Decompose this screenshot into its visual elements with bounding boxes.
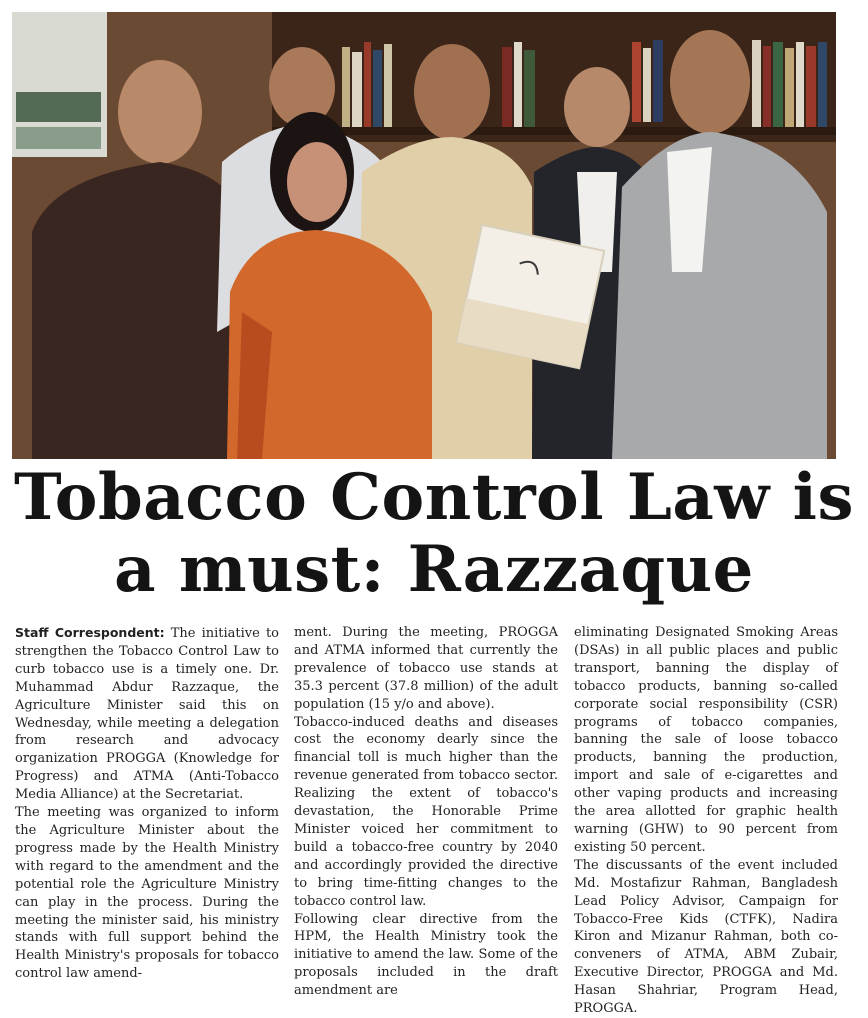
- article-paragraph: Tobacco-induced deaths and diseases cost the economy dearly since the financial toll is much higher than the revenue generated from tobacco sector. Realizing the extent of tobacco's devastation, the Honorable Prime Minister voiced her commitment to build a tobacco-free country by 2040 and accordingly provided the directive to bring time-fitting changes to the tobacco control law.: [294, 714, 558, 909]
- headline-line-1: Tobacco Control Law is: [14, 460, 854, 535]
- article-paragraph: The meeting was organized to inform the Agriculture Minister about the progress made by the Health Ministry with regard to the amendment and the potential role the Agriculture Ministry can play in the process. During the meeting the minister said, his ministry stands with full support behind the Health Ministry's proposals for tobacco control law amend-: [15, 805, 279, 982]
- article-paragraph: ment. During the meeting, PROGGA and ATMA informed that currently the prevalence of tobacco use stands at 35.3 percent (37.8 million) of the adult population (15 y/o and above).: [294, 625, 558, 712]
- headline-line-2: a must: Razzaque: [114, 532, 754, 607]
- article-paragraph: The discussants of the event included Md. Mostafizur Rahman, Bangladesh Lead Policy Advisor, Campaign for Tobacco-Free Kids (CTFK), Nadira Kiron and Mizanur Rahman, both co-conveners of ATMA, ABM Zubair, Executive Director, PROGGA and Md. Hasan Shahriar, Program Head, PROGGA.: [574, 857, 838, 1017]
- article-column-1: [15, 624, 279, 983]
- group-photo-icon: [12, 12, 836, 459]
- byline: Staff Correspondent:: [15, 625, 165, 640]
- news-photo: [12, 12, 836, 459]
- article-paragraph: [15, 624, 279, 804]
- article-column-3: [574, 624, 838, 1018]
- article-paragraph: Following clear directive from the HPM, the Health Ministry took the initiative to amend the law. Some of the proposals included in the draft amendment are: [294, 911, 558, 999]
- paragraph-text: The initiative to strengthen the Tobacco Control Law to curb tobacco use is a timely one. Dr. Muhammad Abdur Razzaque, the Agriculture Minister said this on Wednesday, while meeting a delegation from research and advocacy organization PROGGA (Knowledge for Progress) and ATMA (Anti-Tobacco Media Alliance) at the Secretariat.: [15, 626, 279, 803]
- article-column-2: [294, 624, 558, 1000]
- article-paragraph: eliminating Designated Smoking Areas (DSAs) in all public places and public transport, banning the display of tobacco products, banning so-called corporate social responsibility (CSR) programs of tobacco companies, banning the sale of loose tobacco products, banning the production, import and sale of e-cigarettes and other vaping products and increasing the area allotted for graphic health warning (GHW) to 90 percent from existing 50 percent.: [574, 625, 838, 855]
- headline: [0, 462, 868, 606]
